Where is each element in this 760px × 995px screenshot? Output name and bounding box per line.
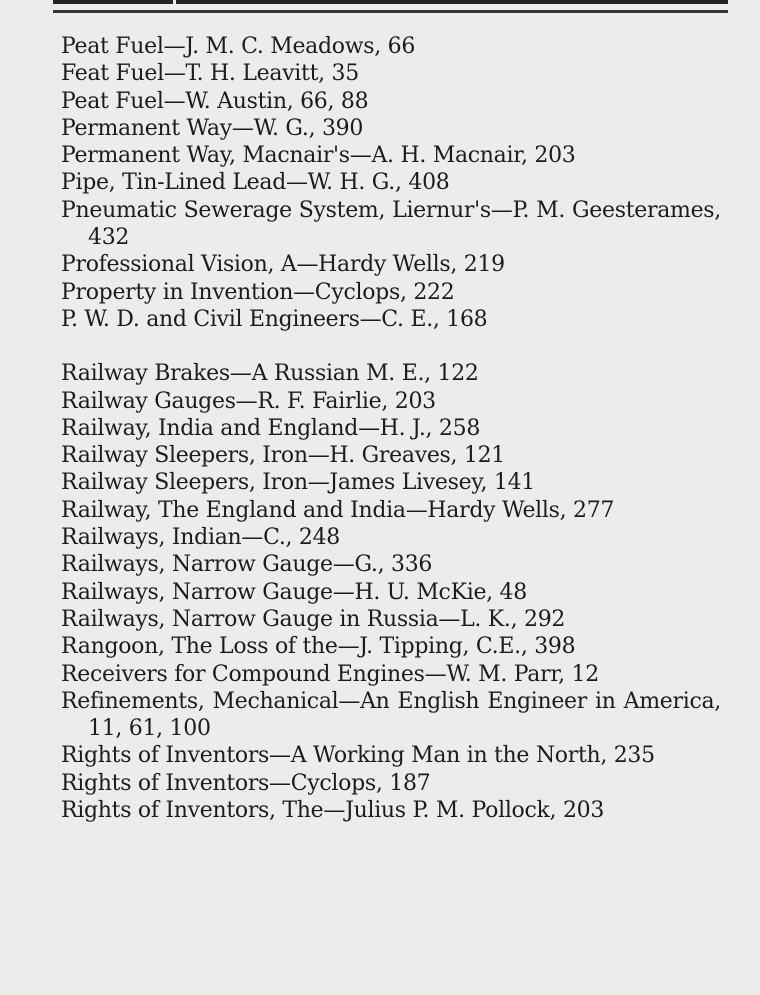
index-entry: P. W. D. and Civil Engineers—C. E., 168 [61,306,488,332]
index-entry: Railway Sleepers, Iron—H. Greaves, 121 [61,443,506,469]
index-entry: Pneumatic Sewerage System, Liernur's—P. M. Geesterames, 432 [61,197,721,251]
index-entry: Railways, Indian—C., 248 [61,525,340,551]
index-entry: Permanent Way, Macnair's—A. H. Macnair, 203 [61,143,576,169]
index-entry: Property in Invention—Cyclops, 222 [61,279,455,305]
index-entry: Railways, Narrow Gauge—G., 336 [61,552,433,578]
section-p [61,33,721,333]
index-list [61,33,721,824]
index-entry: Feat Fuel—T. H. Leavitt, 35 [61,61,359,87]
index-entry: Receivers for Compound Engines—W. M. Parr, 12 [61,661,599,687]
index-entry: Professional Vision, A—Hardy Wells, 219 [61,252,505,278]
index-entry: Peat Fuel—J. M. C. Meadows, 66 [61,34,416,59]
section-r [61,360,721,824]
index-entry: Peat Fuel—W. Austin, 66, 88 [61,88,369,114]
index-entry: Rights of Inventors, The—Julius P. M. Pollock, 203 [61,798,605,824]
index-entry: Railway Sleepers, Iron—James Livesey, 141 [61,470,535,496]
index-entry: Rights of Inventors—A Working Man in the North, 235 [61,743,655,769]
index-entry: Railway, The England and India—Hardy Wells, 277 [61,497,615,523]
bottom-rule [53,10,728,13]
index-entry: Railway Brakes—A Russian M. E., 122 [61,361,479,387]
index-entry: Railway, India and England—H. J., 258 [61,415,481,441]
top-rule [53,0,728,4]
index-entry: Rights of Inventors—Cyclops, 187 [61,770,431,796]
index-entry: Pipe, Tin-Lined Lead—W. H. G., 408 [61,170,450,196]
header-rules [53,0,728,13]
index-entry: Rangoon, The Loss of the—J. Tipping, C.E., 398 [61,634,576,660]
index-entry: Railways, Narrow Gauge in Russia—L. K., 292 [61,606,566,632]
index-entry: Railways, Narrow Gauge—H. U. McKie, 48 [61,579,527,605]
index-entry: Refinements, Mechanical—An English Engineer in America, 11, 61, 100 [61,688,721,742]
index-entry: Permanent Way—W. G., 390 [61,115,364,141]
section-gap [61,333,721,360]
index-entry: Railway Gauges—R. F. Fairlie, 203 [61,388,436,414]
